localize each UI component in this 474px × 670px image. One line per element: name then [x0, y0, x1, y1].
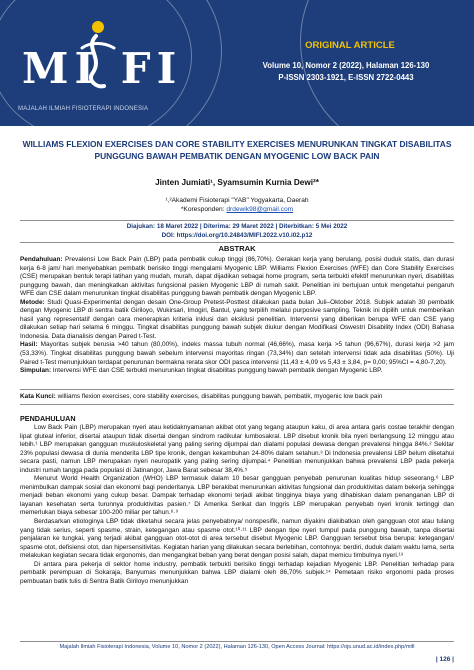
keywords-label: Kata Kunci:	[20, 393, 56, 400]
abstract-text: Mayoritas subjek berusia >40 tahun (80,00%), indeks massa tubuh normal (46,66%), masa kerja >5 tahun (96,67%), durasi kerja >2 jam (53,33%). Tingkat disabilitas punggung bawah sebelum intervensi mayoritas ringan (73,34%) dan setelah intervensi tidak ada disabilitas (50%). Uji Paired t-Test menunjukkan terdapat penurunan bermakna rerata skor ODI pasca intervensi (11,43 ± 4,09 vs 5,43 ± 3,84, p= 0,00; 95%CI = 4,80-7,20).	[20, 341, 454, 366]
page-footer-citation: Majalah Ilmiah Fisioterapi Indonesia, Volume 10, Nomor 2 (2022), Halaman 126-130, Open Access Journal: https://ojs.unud.ac.id/index.php/mifi	[20, 641, 454, 650]
body-paragraph: Berdasarkan etiologinya LBP tidak diketahui secara jelas penyebabnya/ nonspesifik, namun diyakini diakibatkan oleh gangguan otot atau tulang yang tidak serius, seperti spasme, strain, ketegangan atau spasme otot.¹⁰·¹¹ LBP dengan tipe nyeri tumpul pada punggung bawah, tanpa disertai penjalaran ke tungkai, yang terjadi akibat gangguan otot-otot di area tersebut disebut Myogenic LBP. Gangguan tersebut bisa berupa: ketegangan/ spasme otot, defisiensi otot, dan hipersensitivitas. Kegiatan harian yang dilakukan secara berlebihan, contohnya: berdiri, duduk dalam waktu lama, serta melakukan kegiatan secara tidak ergonomis, dan mengangkat beban yang berat dengan posisi salah, dapat memicu timbulnya nyeri.¹³	[20, 518, 454, 560]
corresponding-email-link[interactable]: drdewik98@gmail.com	[226, 206, 294, 213]
corresponding-label: *Koresponden:	[180, 206, 225, 213]
submission-dates: Diajukan: 18 Maret 2022 | Diterima: 29 Maret 2022 | Diterbitkan: 5 Mei 2022	[126, 223, 348, 230]
abstract-body	[20, 256, 454, 376]
author-affiliation	[20, 196, 454, 214]
abstract-pendahuluan	[20, 256, 454, 299]
issn-line: P-ISSN 2303-1921, E-ISSN 2722-0443	[278, 73, 414, 82]
abstract-simpulan	[20, 367, 454, 376]
abstract-text: Prevalensi Low Back Pain (LBP) pada pembatik cukup tinggi (86,70%). Gerakan kerja yang berulang, posisi duduk statis, dan durasi kerja 6-8 jam/ hari menyebabkan pembatik berisiko tinggi mengalami Myogenic LBP. Williams Flexion Exercises (WFE) dan Core Stability Exercises (CSE) merupakan bentuk terapi latihan yang mudah, murah, dapat dijadikan sebagai home program, serta terbukti efektif menurunkan nyeri, disabilitas punggung bawah, dan meningkatkan aktivitas fungsional pasien Myogenic LBP di rumah sakit. Penelitian ini bertujuan untuk mengetahui pengaruh WFE dan CSE dalam menurunkan tingkat disabilitas punggung bawah pembatik dengan Myogenic LBP.	[20, 256, 454, 298]
journal-banner	[0, 0, 474, 126]
article-authors: Jinten Jumiati¹, Syamsumin Kurnia Dewi²*	[155, 178, 319, 187]
abstract-label: Hasil:	[20, 341, 38, 349]
keywords-text: williams flexion exercises, core stability exercises, disabilitas punggung bawah, pembatik, myogenic low back pain	[57, 393, 383, 400]
journal-logo: MI FI	[22, 44, 183, 93]
section-heading-pendahuluan: PENDAHULUAN	[20, 414, 76, 423]
affiliation-line: ¹,²Akademi Fisioterapi "YAB" Yogyakarta, Daerah	[165, 197, 309, 204]
corresponding-line	[20, 205, 454, 214]
page-number: | 126 |	[435, 656, 454, 663]
body-paragraph: Di antara para pekerja di sektor home industry, pembatik terbukti berisiko tinggi terhadap kejadian Myogenic LBP. Penelitian terhadap para pembatik perempuan di Sokaraja, Banyumas menunjukkan bahwa LBP dialami oleh 86,70% subjek.¹⁴ Pemetaan risiko ergonomi pada proses pembuatan batik tulis di Sentra Batik Giriloyo menunjukkan	[20, 560, 454, 585]
article-type: ORIGINAL ARTICLE	[305, 40, 395, 51]
abstract-label: Pendahuluan:	[20, 256, 63, 263]
doi-link[interactable]: DOI: https://doi.org/10.24843/MIFI.2022.v10.i02.p12	[161, 231, 313, 239]
abstract-label: Metode:	[20, 298, 45, 306]
keywords	[20, 389, 454, 405]
body-paragraph: Menurut World Health Organization (WHO) LBP termasuk dalam 10 besar gangguan penyebab penurunan kualitas hidup seseorang.⁶ LBP menimbulkan dampak sosial dan ekonomi bagi penderitanya. LBP berakibat menurunkan aktivitas fungsional dan produktivitas dalam bekerja sehingga menjadi beban ekonomi yang cukup besar. Dampak terhadap ekonomi terjadi akibat tingginya biaya yang dihabiskan dalam penanganan LBP di layanan kesehatan serta turunnya produktivitas pasien.⁷ Di Amerika Serikat dan Inggris LBP merupakan penyebab nyeri kronik tertinggi dan memerlukan biaya sebesar 100-200 miliar per tahun.⁸·⁹	[20, 475, 454, 517]
abstract-label: Simpulan:	[20, 367, 52, 375]
submission-dates-box	[20, 220, 454, 243]
abstract-metode	[20, 299, 454, 342]
abstract-text: Intervensi WFE dan CSE terbukti menurunkan tingkat disabilitas punggung bawah pembatik dengan Myogenic LBP.	[52, 367, 383, 375]
volume-line: Volume 10, Nomor 2 (2022), Halaman 126-130	[262, 61, 430, 70]
article-title: WILLIAMS FLEXION EXERCISES DAN CORE STABILITY EXERCISES MENURUNKAN TINGKAT DISABILITAS PUNGGUNG BAWAH PEMBATIK DENGAN MYOGENIC LOW BACK PAIN	[22, 139, 452, 161]
abstract-hasil	[20, 341, 454, 367]
journal-full-name: MAJALAH ILMIAH FISIOTERAPI INDONESIA	[18, 106, 149, 112]
pendahuluan-body	[20, 424, 454, 586]
abstract-heading: ABSTRAK	[218, 244, 256, 253]
volume-info	[226, 60, 466, 84]
abstract-text: Studi Quasi-Experimental dengan desain One-Group Pretest-Posttest dilakukan pada bulan Juli–Oktober 2018. Subjek adalah 30 pembatik dengan Myogenic LBP di sentra batik Giriloyo, Wukirsari, Imogiri, Bantul, yang terpilih melalui purposive sampling. Teknik ini dipilih untuk memberikan hasil yang representatif dengan cara menerapkan kriteria inklusi dan eksklusi penelitian. Intervensi yang diberikan berupa WFE dan CSE yang dilakukan setiap hari selama 6 minggu. Tingkat disabilitas punggung bawah subjek diukur dengan Modifikasi Oswestri Disability Index (ODI) Bahasa Indonesia. Data dianalisis dengan Paired t-Test.	[20, 298, 454, 340]
body-paragraph: Low Back Pain (LBP) merupakan nyeri atau ketidaknyamanan akibat otot yang tegang ataupun kaku, di area antara garis costae terakhir dengan lipat gluteal inferior, disertai ataupun tidak disertai dengan sindrom radikular lumbosakral. LBP disebut kronik bila nyeri berlangsung 12 minggu atau lebih.¹ LBP merupakan gangguan muskuloskeletal yang paling sering dijumpai dan dialami populasi dewasa dengan prevalensi hingga 84%.² Sekitar 23% populasi dewasa di dunia menderita LBP tipe kronik, dengan kekambuhan 24-80% dalam setahun.³ Di Indonesia prevalensi LBP belum diketahui secara pasti, namun LBP merupakan nyeri neuropatik yang paling sering dijumpai.⁴ Penelitian menunjukkan bahwa prevalensi LBP pada pekerja industri rumah tangga pada populasi di Jatinangor, Jawa Barat sebesar 38,4%.⁵	[20, 424, 454, 474]
